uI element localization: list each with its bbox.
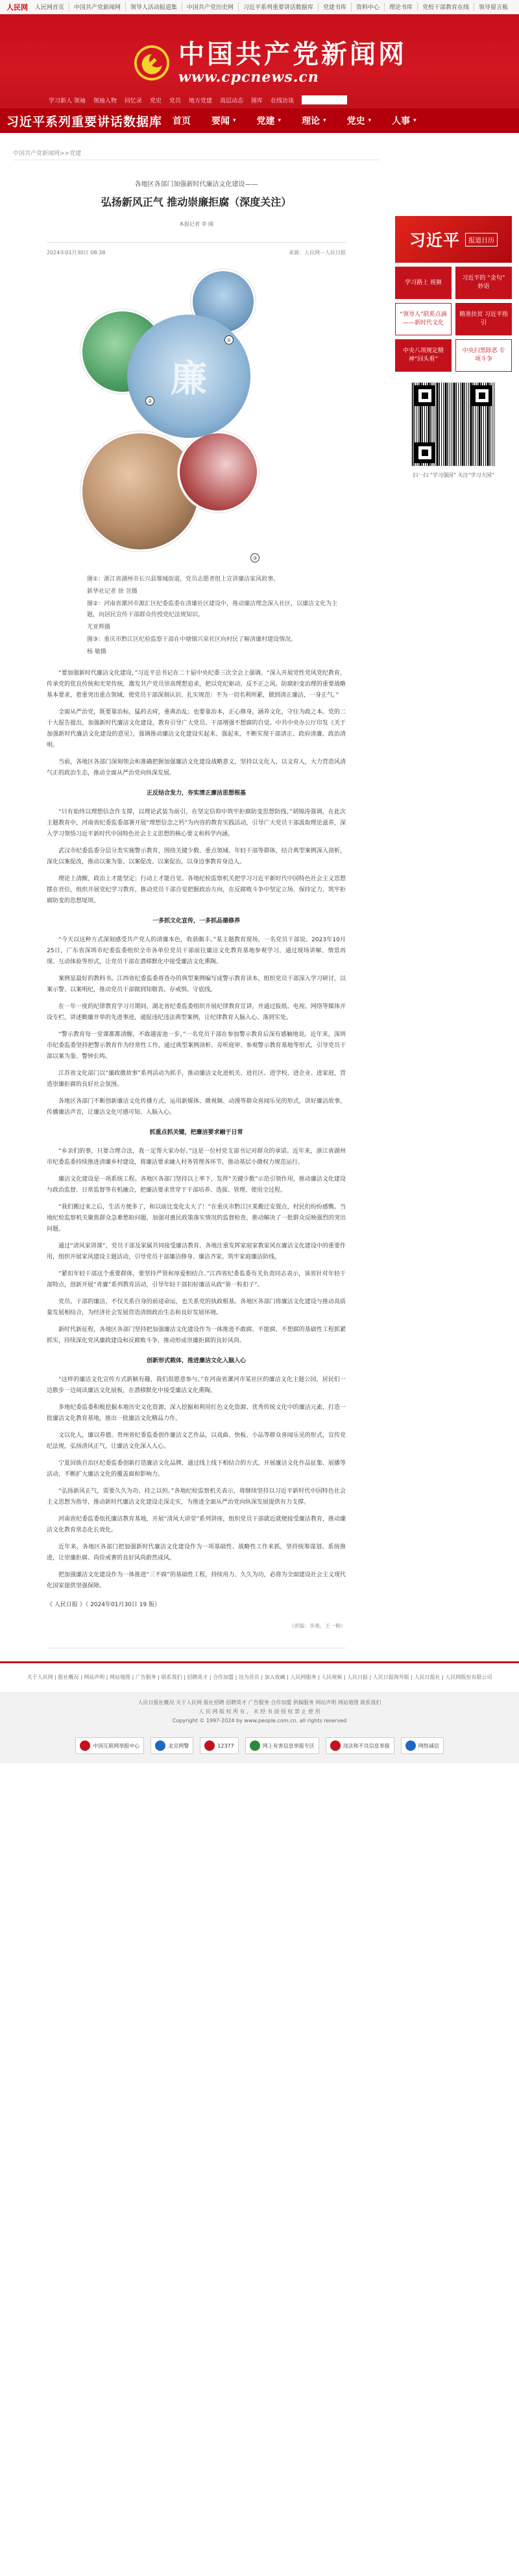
masthead-link[interactable]: 高层动态 <box>219 97 243 104</box>
chevron-down-icon: ▾ <box>278 117 282 124</box>
qr-caption: 扫一扫 “学习强国” 关注“学习大国” <box>413 472 494 478</box>
photo-caption: 杨 敏摄 <box>87 649 106 655</box>
banner-title: 习近平 <box>409 231 460 250</box>
party-emblem-icon <box>133 44 171 82</box>
sidebar-tile[interactable]: 学习路上 视频 <box>395 267 452 299</box>
site-name-en: www.cpcnews.cn <box>178 69 319 86</box>
badge-icon <box>405 1740 416 1751</box>
top-link[interactable]: 中国共产党历史网 <box>182 3 238 11</box>
nav-brand[interactable]: 习近平系列重要讲话数据库 <box>6 114 163 129</box>
qr-code-icon <box>411 382 496 466</box>
chevron-down-icon: ▾ <box>413 117 416 124</box>
photo-circle <box>178 431 259 512</box>
sidebar-tile[interactable]: “领导人”联系点滴——新时代文化 <box>395 303 452 335</box>
article <box>6 160 386 1648</box>
masthead-link[interactable]: 图库 <box>250 97 263 104</box>
masthead-link[interactable]: 回忆录 <box>124 97 142 104</box>
badge-icon <box>330 1740 341 1751</box>
top-link[interactable]: 人民网首页 <box>34 5 64 11</box>
article-print-source: 《 人民日报 》（ 2024年01月30日 19 版） <box>47 1602 161 1608</box>
article-meta <box>47 242 346 260</box>
chevron-down-icon: ▾ <box>368 117 372 124</box>
footer-badge[interactable] <box>75 1737 144 1754</box>
chevron-down-icon: ▾ <box>323 117 326 124</box>
footer-copy-line[interactable]: 人民日报社概况 关于人民网 报社招聘 招聘英才 广告服务 合作加盟 供稿服务 网站声明 网站地图 联系我们 <box>138 1700 381 1705</box>
photo-center-char: 廉 <box>171 357 207 400</box>
masthead-link[interactable]: 党员 <box>169 97 181 104</box>
masthead-link[interactable]: 学习新人 领袖 <box>49 97 86 104</box>
paragraph: 廉洁文化建设是一项系统工程。各地区各部门坚持以上率下，发挥“关键少数”示范引领作用，推动廉洁文化建设与政治监督、日常监督等有机融合，把廉洁要求贯穿于干部培养、选拔、管理、使用全过程。 <box>47 1176 346 1194</box>
breadcrumb[interactable]: 中国共产党新闻网>>党建 <box>13 150 82 157</box>
sidebar-tile[interactable]: 习近平的 “金句” 妙语 <box>455 267 512 299</box>
nav-item-label: 要闻 <box>211 116 230 126</box>
nav-item-label: 首页 <box>173 116 191 126</box>
top-link[interactable]: 党建书库 <box>318 3 351 11</box>
paragraph: “我们搬过来之后，生活方便多了，和以前比变化太大了！”在重庆市黔江区某搬迁安置点，村民们纷纷感慨。当地纪检监察机关聚焦群众急难愁盼问题，加强对惠民政策落实情况的监督检查，推动解决了一批群众反映强烈的突出问题。 <box>47 1204 346 1233</box>
footer-badge[interactable] <box>401 1737 444 1754</box>
photo-caption: 图②：河南省漯河市源汇区纪委监委在清廉社区建设中，推动廉洁理念深入社区，以廉洁文化为主题，向居民宣传干部群众传授党纪法规知识。 <box>87 601 338 618</box>
badge-label: 12377 <box>217 1742 234 1749</box>
top-link[interactable]: 理论书库 <box>384 3 417 11</box>
top-link[interactable]: 领导人活动报道集 <box>125 3 182 11</box>
paragraph: 多地纪委监委积极挖掘本地历史文化资源，深入挖掘和利用红色文化资源、优秀传统文化中的廉洁元素，打造一批廉洁文化教育基地，推出一批廉洁文化精品力作。 <box>47 1404 346 1422</box>
article-photo-collage <box>80 269 259 568</box>
paragraph: “只有始终以理想信念作支撑，以理论武装为前引，在坚定信仰中筑牢拒腐防变思想防线。”胡锦涛强调，在此次主题教育中，河南省纪委监委部署开展“理想信念之钙”为内容的教育实践活动，引导广大党员干部汲取理论滋养，深入学习领悟习近平新时代中国特色社会主义思想的核心要义和科学内涵。 <box>47 809 346 837</box>
paragraph: 全面从严治党，既要靠治标，猛药去疴，重典治乱；也要靠治本，正心修身，涵养文化，守住为政之本。党的二十大报告提出，加强新时代廉洁文化建设，教育引导广大党员、干部增强不想腐的自觉。中共中央办公厅印发《关于加强新时代廉洁文化建设的意见》，强调推动廉洁文化建设实起来、强起来，不断实现干部清正、政府清廉、政治清明。 <box>47 709 346 749</box>
nav-item[interactable] <box>291 114 337 127</box>
badge-label: 违法和不良信息举报 <box>343 1742 390 1749</box>
paragraph: 通过“清风家训课”，党员干部及家属共同接受廉洁教育。各地注重发挥家庭家教家风在廉洁文化建设中的重要作用，组织开展家风建设主题活动，引导党员干部廉洁修身、廉洁齐家，筑牢家庭廉洁防线。 <box>47 1243 346 1260</box>
photo-caption: 图①：浙江省湖州市长兴县雉城街道，党员志愿者组上宣讲廉洁家风故事。 <box>87 576 280 583</box>
badge-icon <box>250 1740 260 1751</box>
paragraph: “今天以这种方式深刻感受共产党人的清廉本色，收获颇丰。”某主题教育现场，一名党员干部说。2023年10月25日，广东省深圳市纪委监委组织全市各单位党员干部前往廉洁文化教育基地参观学习，通过现场讲解、情景再现、互动体验等形式，让党员干部在潜移默化中接受廉洁文化熏陶。 <box>47 937 346 965</box>
top-link[interactable]: 资料中心 <box>351 3 384 11</box>
paragraph: 文以化人，廉以养德。贵州省纪委监委创作廉洁文艺作品，以戏曲、快板、小品等群众喜闻乐见的形式，宣传党纪法规，弘扬清风正气，让廉洁文化深入人心。 <box>47 1432 346 1450</box>
nav-item-label: 理论 <box>302 116 320 126</box>
xi-calendar-banner[interactable] <box>395 216 512 263</box>
banner-subtitle: 报道日历 <box>465 233 498 247</box>
footer-badge[interactable] <box>326 1737 394 1754</box>
paragraph: 河南省纪委监委依托廉洁教育基地，开展“清风大讲堂”系列讲座，组织党员干部就近就便接受廉洁教育，推动廉洁文化教育常态化长效化。 <box>47 1516 346 1534</box>
paragraph: 江苏省文化部门以“廉政微故事”系列活动为抓手，推动廉洁文化进机关、进社区、进学校、进企业、进家庭，营造崇廉拒腐的良好社会氛围。 <box>47 1070 346 1088</box>
top-link[interactable]: 领导留言板 <box>474 3 513 11</box>
paragraph: “警示教育每一堂课都都清醒，不敢越雷池一步。”一名党员干部在参加警示教育后深有感触地说。近年来，深圳市纪委监委坚持把警示教育作为经常性工作，通过典型案例剖析、旁听庭审、参观警示教育基地等形式，引导党员干部以案为鉴、警钟长鸣。 <box>47 1031 346 1060</box>
top-link[interactable]: 党校干部教育在线 <box>417 3 474 11</box>
paragraph: 把加强廉洁文化建设作为一体推进“三不腐”的基础性工程，持续用力、久久为功，必将为全面建设社会主义现代化国家提供坚强保障。 <box>47 1572 346 1589</box>
section-heading: 抓重点抓关键，把廉洁要求融于日常 <box>149 1129 243 1136</box>
badge-label: 网络诚信 <box>418 1742 439 1749</box>
search-input[interactable] <box>302 95 347 104</box>
paragraph: 宁夏回族自治区纪委监委创新打造廉洁文化品牌，通过线上线下相结合的方式，开展廉洁文化作品征集、展播等活动，不断扩大廉洁文化的覆盖面和影响力。 <box>47 1460 346 1478</box>
paragraph: “要加强新时代廉洁文化建设，”习近平总书记在二十届中央纪委三次全会上强调。“深入开展党性党风党纪教育，传承党的优良传统和光荣传统，激发共产党员崇高理想追求，把以党纪驱动、反不正之风、防腐拒变治理的重要战略基本要求，着重突出重点领域，使党员干部深刻认识、扎实规范：不为一切名利所累，做到清正廉洁，一身正气。” <box>47 670 346 699</box>
photo-captions <box>47 568 346 658</box>
paragraph: 案例显最好的教科书。江西省纪委监委将查办的典型案例编写成警示教育读本，组织党员干部深入学习研讨，以案示警、以案明纪，推动党员干部做到知敬畏、存戒惧、守底线。 <box>47 976 346 993</box>
masthead-link[interactable]: 地方党建 <box>188 97 212 104</box>
top-link[interactable]: 中国共产党新闻网 <box>69 3 125 11</box>
article-source: 来源：人民网－人民日报 <box>289 250 346 256</box>
article-date: 2024年01月30日 08:38 <box>47 250 106 256</box>
sidebar-grid <box>395 267 512 372</box>
nav-item-label: 党史 <box>346 116 365 126</box>
photo-caption: 新华社记者 徐 昱摄 <box>87 588 138 595</box>
sidebar-tile[interactable]: 精准扶贫 习近平指引 <box>455 303 512 335</box>
main-content <box>6 139 386 1648</box>
paragraph: 在一年一度的纪律教育学习月期间，湖北省纪委监委组织开展纪律教育宣讲，并通过报纸、电视、网络等媒体开设专栏，讲述勤廉并举的先进事迹，通报违纪违法典型案例，让纪律教育入脑入心、落到实处。 <box>47 1004 346 1021</box>
sidebar-tile[interactable]: 中央八项规定精神“回头看” <box>395 339 452 372</box>
footer-copy-line: Copyright © 1997-2024 by www.people.com.cn. all rights reserved <box>172 1718 347 1724</box>
nav-item[interactable] <box>247 114 292 127</box>
chevron-down-icon: ▾ <box>233 117 236 124</box>
photo-num: ② <box>145 396 154 405</box>
paragraph: “紧扣年轻干部这个重要群体，要坚持严管和厚爱相结合。”江西省纪委监委有关负责同志表示，该省针对年轻干部特点，创新开展“青廉”系列教育活动，引导年轻干部扣好廉洁从政“第一粒扣子”。 <box>47 1271 346 1288</box>
top-links <box>30 3 513 11</box>
paragraph: 理论上清醒，政治上才能坚定；行动上才能自觉。各地纪检监察机关把学习习近平新时代中国特色社会主义思想摆在首位，组织开展党纪学习教育，推动党员干部自觉把握政治方向，在反腐败斗争中坚定立场、保持定力，筑牢拒腐防变的思想堤坝。 <box>47 876 346 904</box>
article-kicker: 各地区各部门加强新时代廉洁文化建设—— <box>134 181 258 188</box>
footer <box>0 1661 519 1763</box>
footer-badge[interactable] <box>200 1737 238 1754</box>
section-heading: 创新形式载体，推进廉洁文化入脑入心 <box>146 1358 246 1364</box>
section-heading: 一多抓文化宣传，一多抓品德修养 <box>152 918 240 924</box>
footer-copy-line: 人 民 网 版 权 所 有 ， 未 经 书 面 授 权 禁 止 使 用 <box>199 1709 320 1715</box>
masthead <box>0 14 519 108</box>
badge-label: 中国互联网举报中心 <box>93 1742 140 1749</box>
paragraph: “这样的廉洁文化宣传方式新颖有趣，我们很愿意参与。”在河南省漯河市某社区的廉洁文化主题公园，居民们一边散步一边阅读廉洁文化展板，在潜移默化中接受廉洁文化熏陶。 <box>47 1377 346 1394</box>
badge-icon <box>204 1740 215 1751</box>
sidebar-tile[interactable]: 中央扫黑除恶 专项斗争 <box>455 339 512 372</box>
nav-item[interactable] <box>381 114 427 127</box>
footer-badge[interactable] <box>245 1737 319 1754</box>
article-editor: （责编：李燕、王一桐） <box>47 1622 346 1648</box>
paragraph: 新时代新征程，各地区各部门坚持把加强廉洁文化建设作为一体推进不敢腐、不能腐、不想腐的基础性工程抓紧抓实，持续深化党风廉政建设和反腐败斗争，推动形成崇廉拒腐的良好风尚。 <box>47 1327 346 1344</box>
masthead-link[interactable]: 领袖人物 <box>93 97 117 104</box>
photo-main-circle <box>127 315 250 438</box>
masthead-link[interactable]: 在线访谈 <box>270 97 294 104</box>
photo-num: ③ <box>250 553 260 562</box>
masthead-sublinks <box>0 95 519 104</box>
photo-caption: 图③：重庆市黔江区纪检监察干部在中塘镇兴泉社区向村民了解清廉村建设情况。 <box>87 636 297 643</box>
paragraph: “乡亲们的事，只要合理合法，我一定帮大家办好。”这是一位村党支部书记对群众的承诺。近年来，浙江省湖州市纪委监委持续推进清廉乡村建设，将廉洁要求融入村务管理各环节，推动基层小微权力规范运行。 <box>47 1148 346 1166</box>
article-byline: 本报记者 李 刚 <box>178 221 214 227</box>
masthead-link[interactable]: 党史 <box>149 97 162 104</box>
photo-num: ① <box>224 335 234 344</box>
nav-items <box>162 114 519 127</box>
footer-badges <box>0 1731 519 1763</box>
nav-item-label: 党建 <box>256 116 275 126</box>
nav-item-label: 人事 <box>392 116 411 126</box>
article-body <box>47 659 346 1592</box>
top-link[interactable]: 习近平系列重要讲话数据库 <box>238 3 318 11</box>
photo-caption: 尤亚辉摄 <box>87 624 111 631</box>
people-logo[interactable]: 人民网 <box>6 3 28 12</box>
paragraph: 各地区各部门不断创新廉洁文化传播方式，运用新媒体、微视频、动漫等群众喜闻乐见的形式，讲好廉洁故事，传播廉洁声音，让廉洁文化可感可知、入脑入心。 <box>47 1098 346 1116</box>
badge-label: 网上有害信息举报专区 <box>262 1742 315 1749</box>
paragraph: “弘扬新风正气，需要久久为功、持之以恒。”各地纪检监察机关表示，将继续坚持以习近平新时代中国特色社会主义思想为指导，推动新时代廉洁文化建设走深走实，为推进全面从严治党向纵深发展提供有力支撑。 <box>47 1488 346 1506</box>
section-heading: 正反结合发力，夯实清正廉洁思想根基 <box>146 790 246 797</box>
footer-copyright <box>0 1692 519 1731</box>
article-title: 弘扬新风正气 推动崇廉拒腐（深度关注） <box>101 196 292 208</box>
site-name-cn: 中国共产党新闻网 <box>178 39 407 69</box>
badge-icon <box>155 1740 165 1751</box>
paragraph: 党员、干部的廉洁，不仅关系自身的前途命运，也关系党的执政根基。各地区各部门将廉洁文化建设与推动高质量发展相结合，为经济社会发展营造清朗政治生态和良好发展环境。 <box>47 1299 346 1316</box>
nav-item[interactable] <box>162 114 201 127</box>
nav-item[interactable] <box>337 114 382 127</box>
badge-icon <box>80 1740 90 1751</box>
badge-label: 北京网警 <box>168 1742 189 1749</box>
nav-item[interactable] <box>201 114 247 127</box>
sidebar <box>395 139 512 1648</box>
footer-links[interactable]: 关于人民网 | 报社概况 | 网站声明 | 网站地图 | 广告服务 | 联系我们 | 招聘英才 | 合作加盟 | 设为首页 | 加入收藏 | 人民网服务 | 人民视频 | 人民日报 | 人民日报海外版 | 人民日报社 | 人民网股份有限公司 <box>27 1674 492 1680</box>
paragraph: 武汉市纪委监委分层分类实施警示教育，围绕关键少数、重点领域、年轻干部等群体，结合典型案例深入剖析，深化以案促改，推动以案为鉴、以案促改、以案促治，以身边事教育身边人。 <box>47 848 346 865</box>
paragraph: 当前，各地区各部门深刻领会和准确把握加强廉洁文化建设战略意义，坚持以文化人、以文育人，大力营造风清气正的政治生态，推动全面从严治党向纵深发展。 <box>47 759 346 776</box>
top-bar <box>0 0 519 14</box>
main-nav <box>0 108 519 133</box>
footer-badge[interactable] <box>151 1737 193 1754</box>
paragraph: 近年来，各地区各部门把加强新时代廉洁文化建设作为一项基础性、战略性工作来抓，坚持统筹谋划、系统推进，让崇廉拒腐、尚俭戒奢的良好风尚蔚然成风。 <box>47 1544 346 1561</box>
site-logo[interactable] <box>133 40 407 86</box>
